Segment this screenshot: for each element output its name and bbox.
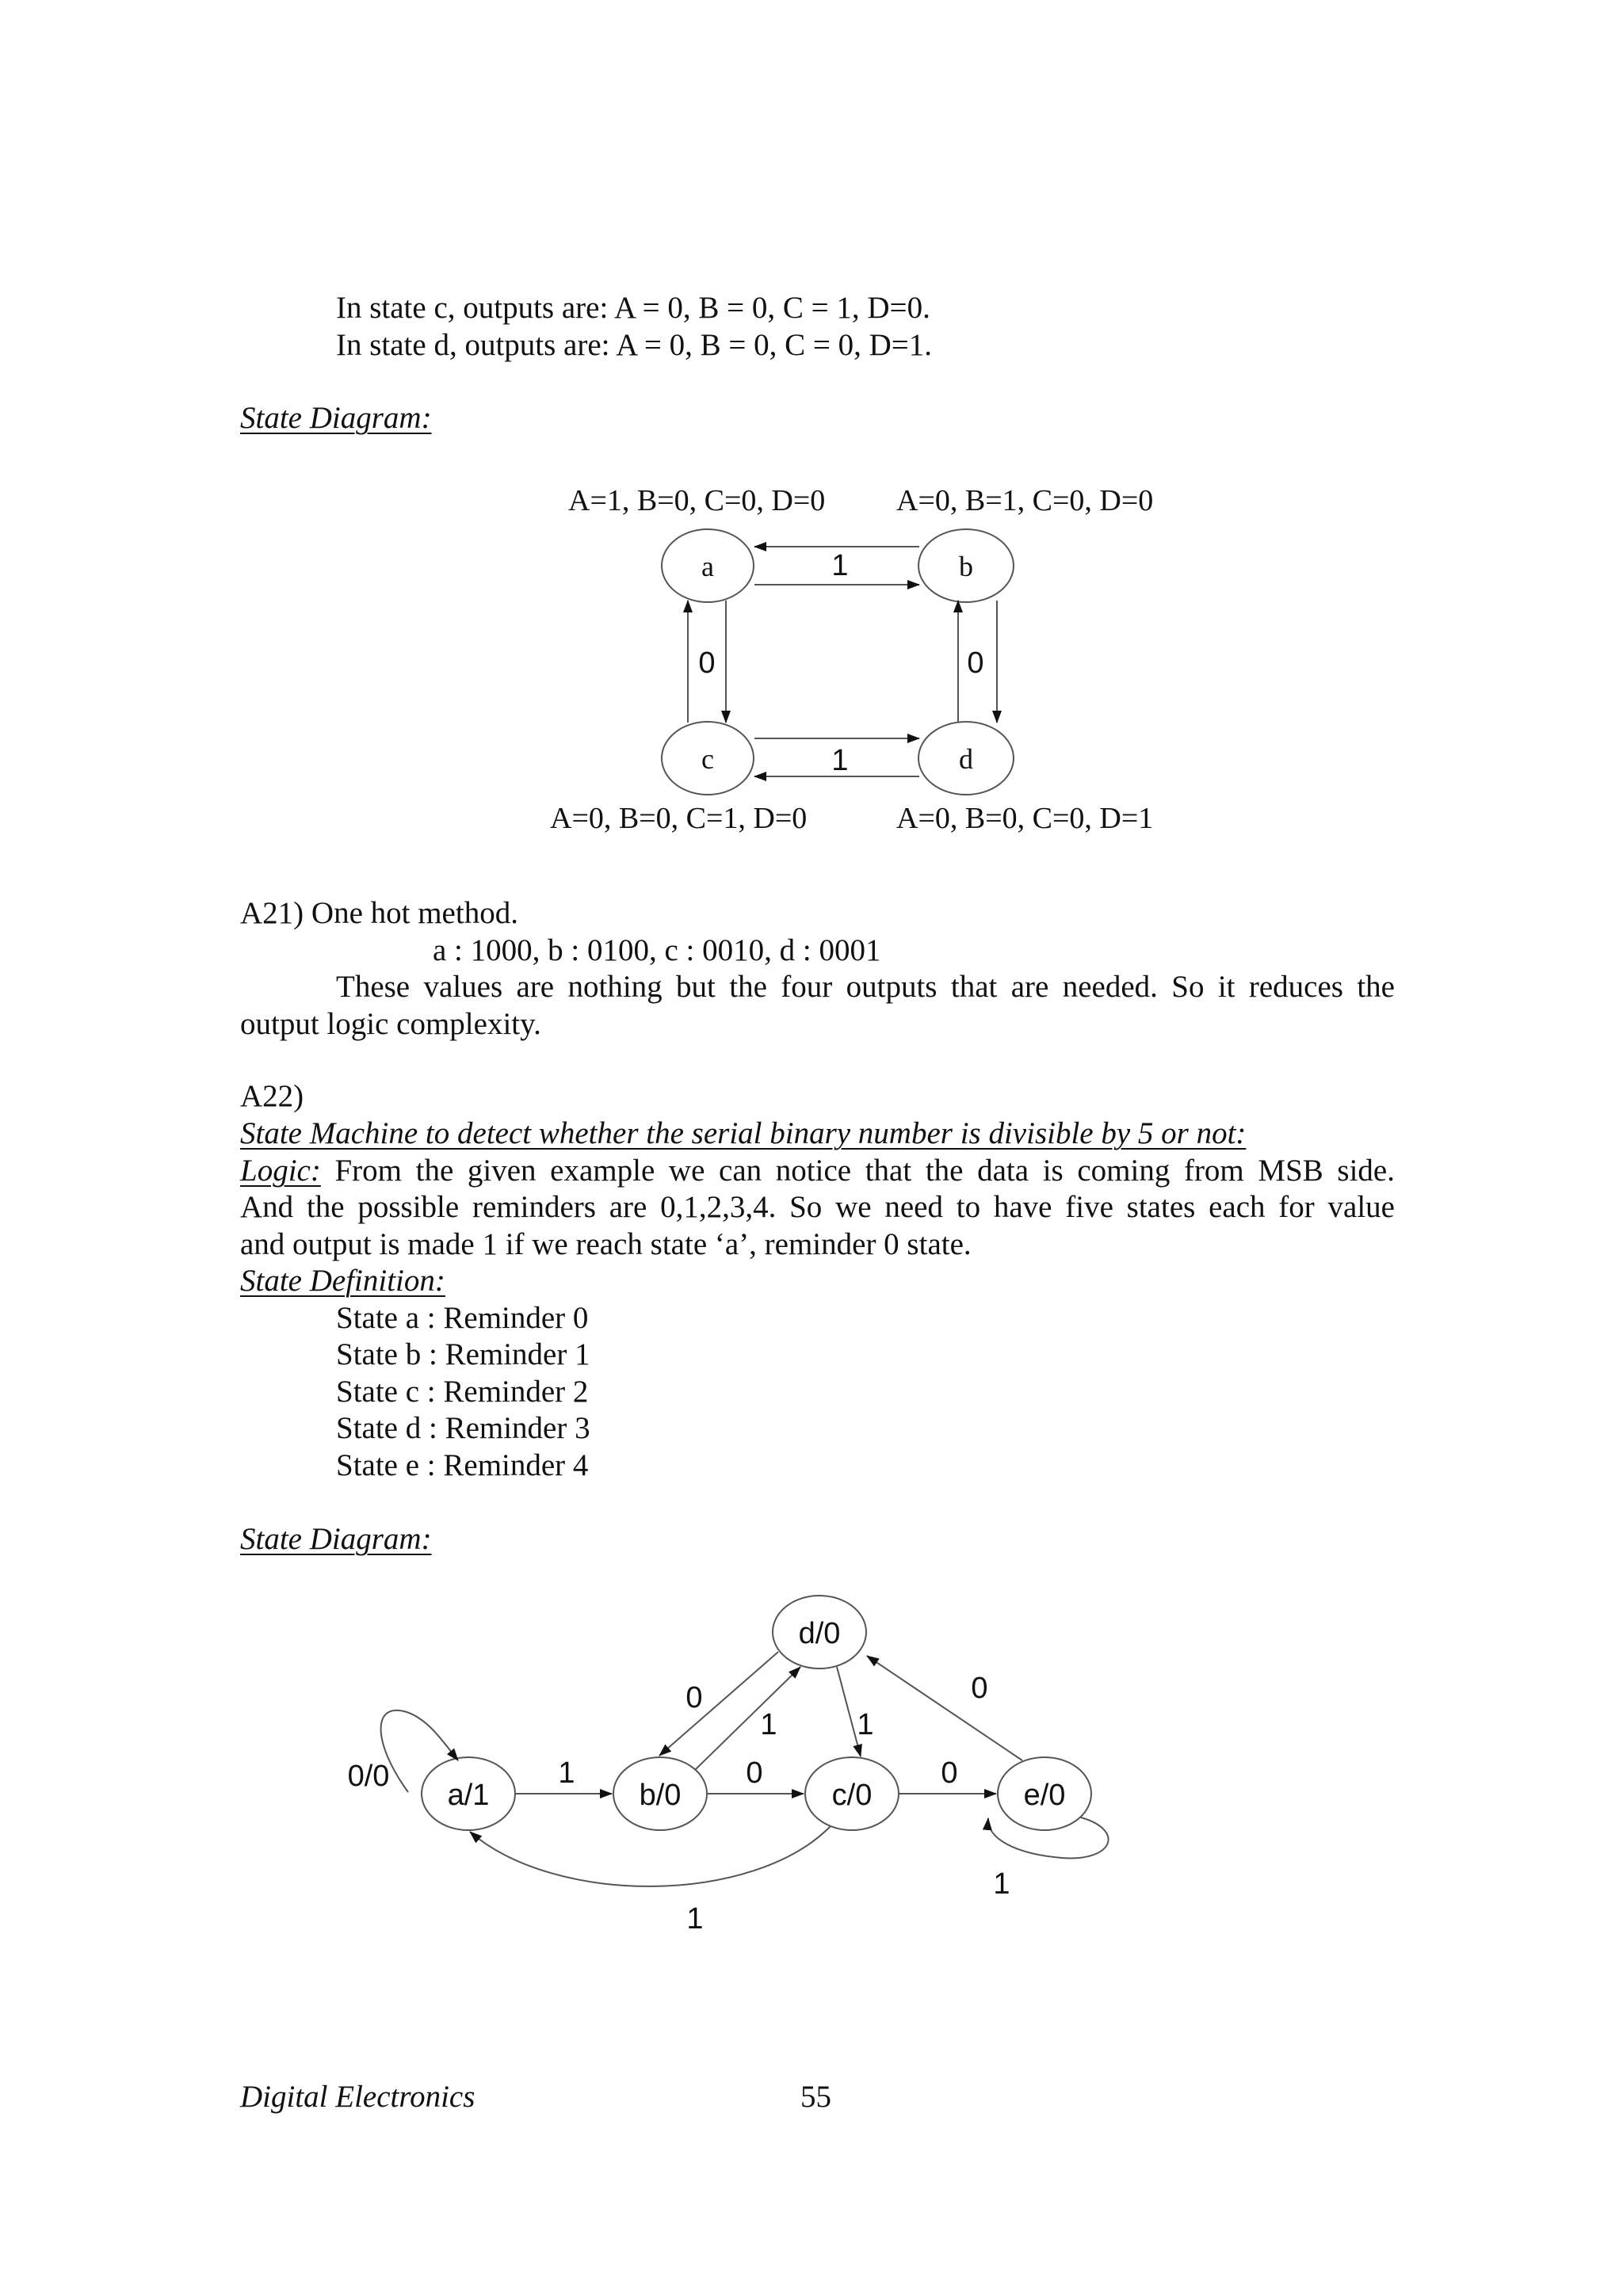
- state-label-e0: e/0: [1023, 1779, 1066, 1812]
- edge-label-c-e: 0: [941, 1756, 958, 1790]
- footer-page-number: 55: [800, 2080, 831, 2114]
- edge-label-cd: 1: [831, 744, 849, 777]
- edge-e-to-d: [867, 1656, 1022, 1760]
- a22-heading: State Machine to detect whether the serial binary number is divisible by 5 or not:: [240, 1116, 1247, 1150]
- state-node-e0: [998, 1757, 1091, 1830]
- logic-text: From the given example we can notice that the data is coming from MSB side.: [334, 1154, 1395, 1188]
- footer-book-title: Digital Electronics: [240, 2080, 475, 2114]
- state-def-c: State c : Reminder 2: [336, 1375, 589, 1409]
- output-label-c: A=0, B=0, C=1, D=0: [550, 802, 808, 835]
- state-label-b: b: [959, 551, 973, 582]
- edge-label-d-c: 1: [857, 1708, 874, 1741]
- state-label-d0: d/0: [798, 1617, 841, 1650]
- logic-label: Logic:: [240, 1154, 321, 1188]
- state-label-a: a: [701, 551, 714, 582]
- output-label-d: A=0, B=0, C=0, D=1: [896, 802, 1154, 835]
- state-label-c: c: [701, 743, 714, 775]
- state-def-e: State e : Reminder 4: [336, 1448, 589, 1482]
- output-label-a: A=1, B=0, C=0, D=0: [568, 484, 826, 517]
- edge-c-to-a: [470, 1826, 831, 1886]
- edge-label-b-d: 1: [760, 1708, 777, 1741]
- edge-b-to-d: [696, 1667, 800, 1769]
- state-node-b0: [613, 1757, 707, 1830]
- edge-label-bd: 0: [967, 646, 984, 680]
- a21-paragraph-line1: These values are nothing but the four outputs that are needed. So it reduces the: [336, 970, 1395, 1004]
- state-label-c0: c/0: [831, 1779, 873, 1812]
- edge-label-ab: 1: [831, 549, 849, 582]
- edge-label-b-c: 0: [746, 1756, 763, 1790]
- a21-paragraph-line2: output logic complexity.: [240, 1007, 541, 1041]
- edge-label-e-self: 1: [993, 1867, 1010, 1901]
- edge-label-a-b: 1: [558, 1756, 575, 1790]
- state-d-outputs-line: In state d, outputs are: A = 0, B = 0, C = 0, D=1.: [336, 328, 933, 362]
- state-node-d0: [773, 1596, 866, 1669]
- state-label-d: d: [959, 743, 973, 775]
- a22-logic-line3: and output is made 1 if we reach state ‘a’, reminder 0 state.: [240, 1227, 972, 1261]
- state-label-a1: a/1: [447, 1779, 490, 1812]
- edge-a-self-loop: [381, 1711, 458, 1792]
- state-label-b0: b/0: [639, 1779, 682, 1812]
- a22-title: A22): [240, 1079, 304, 1113]
- state-definition-heading: State Definition:: [240, 1264, 445, 1298]
- a22-logic-line2: And the possible reminders are 0,1,2,3,4. So we need to have five states each for value: [240, 1190, 1395, 1224]
- output-label-b: A=0, B=1, C=0, D=0: [896, 484, 1154, 517]
- edge-label-c-a: 1: [686, 1902, 704, 1936]
- a21-title: A21) One hot method.: [240, 896, 518, 930]
- state-diagram-heading-2: State Diagram:: [240, 1522, 432, 1556]
- state-c-outputs-line: In state c, outputs are: A = 0, B = 0, C = 1, D=0.: [336, 291, 930, 325]
- state-def-b: State b : Reminder 1: [336, 1337, 590, 1371]
- state-diagram-heading-1: State Diagram:: [240, 401, 432, 435]
- edge-label-a-self: 0/0: [347, 1760, 390, 1793]
- state-def-a: State a : Reminder 0: [336, 1301, 589, 1335]
- edge-label-d-b: 0: [685, 1681, 703, 1714]
- state-node-c0: [805, 1757, 899, 1830]
- edge-label-e-d: 0: [971, 1672, 988, 1705]
- a21-encoding: a : 1000, b : 0100, c : 0010, d : 0001: [433, 933, 881, 967]
- edge-label-ac: 0: [698, 646, 716, 680]
- state-node-a1: [422, 1757, 515, 1830]
- edge-e-self-loop: [988, 1817, 1109, 1858]
- state-def-d: State d : Reminder 3: [336, 1411, 590, 1445]
